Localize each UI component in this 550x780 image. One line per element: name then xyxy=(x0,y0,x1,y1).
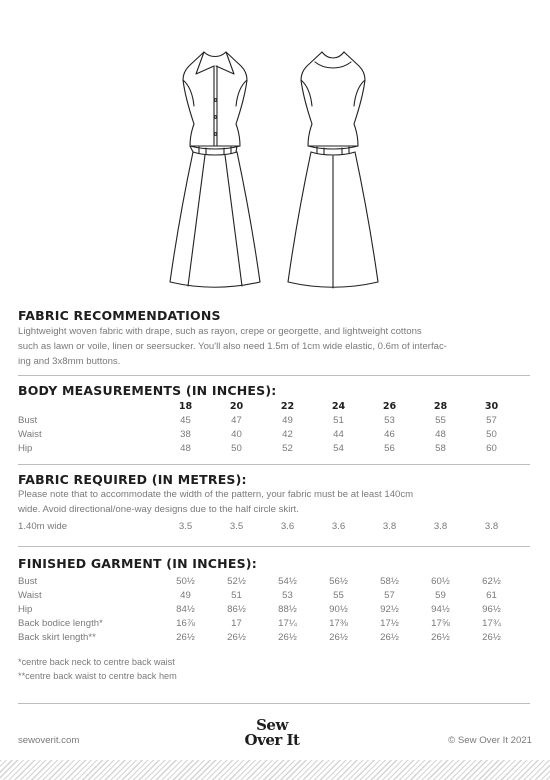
table-cell: 16⅞ xyxy=(176,618,195,629)
table-cell: 54½ xyxy=(278,576,297,587)
row-label: Waist xyxy=(18,590,42,601)
table-cell: 54 xyxy=(333,443,344,454)
finished-garment-title: FINISHED GARMENT (IN INCHES): xyxy=(18,556,257,571)
table-cell: 53 xyxy=(282,590,293,601)
row-label: Hip xyxy=(18,604,33,615)
divider xyxy=(18,375,530,376)
fabric-required-line-1: Please note that to accommodate the width of the pattern, your fabric must be at least 140cm xyxy=(18,489,414,500)
table-cell: 45 xyxy=(180,415,191,426)
fabric-recommendations-line-3: ing and 3x8mm buttons. xyxy=(18,356,121,367)
fabric-recommendations-line-1: Lightweight woven fabric with drape, such as rayon, crepe or georgette, and lightweight cottons xyxy=(18,326,422,337)
table-row xyxy=(18,428,517,442)
brand-logo xyxy=(242,718,302,748)
row-label: 1.40m wide xyxy=(18,521,68,532)
dress-back-view xyxy=(288,52,378,288)
table-cell: 46 xyxy=(384,429,395,440)
table-cell: 60½ xyxy=(431,576,450,587)
table-cell: 26½ xyxy=(329,632,348,643)
table-cell: 26½ xyxy=(176,632,195,643)
footnote-back-skirt: **centre back waist to centre back hem xyxy=(18,671,177,681)
table-cell: 86½ xyxy=(227,604,246,615)
table-row xyxy=(18,442,517,456)
size-header: 30 xyxy=(484,401,499,412)
table-cell: 3.6 xyxy=(331,521,346,532)
fabric-required-line-2: wide. Avoid directional/one-way designs due to the half circle skirt. xyxy=(18,504,299,515)
table-cell: 17⅜ xyxy=(329,618,348,629)
table-cell: 92½ xyxy=(380,604,399,615)
row-label: Waist xyxy=(18,429,42,440)
table-cell: 62½ xyxy=(482,576,501,587)
size-header: 24 xyxy=(331,401,346,412)
table-cell: 53 xyxy=(384,415,395,426)
table-cell: 50½ xyxy=(176,576,195,587)
size-header-row xyxy=(18,400,517,414)
table-cell: 61 xyxy=(486,590,497,601)
table-row xyxy=(18,617,517,631)
fabric-required-table xyxy=(18,520,517,534)
row-label: Back skirt length** xyxy=(18,632,96,643)
size-header: 26 xyxy=(382,401,397,412)
row-label: Bust xyxy=(18,415,38,426)
hatched-bottom-border xyxy=(0,760,550,780)
table-cell: 58½ xyxy=(380,576,399,587)
table-cell: 3.8 xyxy=(382,521,397,532)
table-cell: 47 xyxy=(231,415,242,426)
size-header: 20 xyxy=(229,401,244,412)
divider xyxy=(18,464,530,465)
table-cell: 17 xyxy=(231,618,242,629)
table-cell: 56 xyxy=(384,443,395,454)
table-cell: 52½ xyxy=(227,576,246,587)
table-cell: 49 xyxy=(180,590,191,601)
table-cell: 17¼ xyxy=(278,618,297,629)
table-row xyxy=(18,589,517,603)
footnote-back-bodice: *centre back neck to centre back waist xyxy=(18,657,175,667)
fabric-required-text xyxy=(18,487,530,517)
divider xyxy=(18,703,530,704)
table-row xyxy=(18,414,517,428)
table-row xyxy=(18,631,517,645)
table-cell: 84½ xyxy=(176,604,195,615)
table-cell: 96½ xyxy=(482,604,501,615)
table-row xyxy=(18,520,517,534)
table-cell: 52 xyxy=(282,443,293,454)
table-cell: 48 xyxy=(435,429,446,440)
fabric-recommendations-title: FABRIC RECOMMENDATIONS xyxy=(18,308,221,323)
table-cell: 51 xyxy=(231,590,242,601)
table-cell: 48 xyxy=(180,443,191,454)
row-label: Hip xyxy=(18,443,33,454)
size-header: 18 xyxy=(178,401,193,412)
table-cell: 17⅝ xyxy=(431,618,450,629)
table-cell: 49 xyxy=(282,415,293,426)
row-label: Back bodice length* xyxy=(18,618,103,629)
logo-line-1: Sew xyxy=(256,716,288,734)
table-cell: 90½ xyxy=(329,604,348,615)
table-cell: 50 xyxy=(231,443,242,454)
table-cell: 59 xyxy=(435,590,446,601)
table-cell: 51 xyxy=(333,415,344,426)
table-cell: 26½ xyxy=(227,632,246,643)
table-cell: 17¾ xyxy=(482,618,501,629)
size-header: 22 xyxy=(280,401,295,412)
size-header-empty xyxy=(18,400,160,414)
table-cell: 60 xyxy=(486,443,497,454)
table-cell: 26½ xyxy=(482,632,501,643)
table-cell: 56½ xyxy=(329,576,348,587)
table-cell: 26½ xyxy=(431,632,450,643)
website-link[interactable]: sewoverit.com xyxy=(18,735,80,746)
body-measurements-title: BODY MEASUREMENTS (IN INCHES): xyxy=(18,383,277,398)
size-header: 28 xyxy=(433,401,448,412)
table-cell: 42 xyxy=(282,429,293,440)
table-cell: 26½ xyxy=(380,632,399,643)
table-cell: 3.6 xyxy=(280,521,295,532)
table-cell: 38 xyxy=(180,429,191,440)
table-cell: 44 xyxy=(333,429,344,440)
table-cell: 55 xyxy=(333,590,344,601)
table-cell: 94½ xyxy=(431,604,450,615)
row-label: Bust xyxy=(18,576,38,587)
table-cell: 17½ xyxy=(380,618,399,629)
table-cell: 26½ xyxy=(278,632,297,643)
dress-illustrations xyxy=(0,0,550,302)
dress-front-view xyxy=(170,52,260,287)
table-cell: 57 xyxy=(384,590,395,601)
table-cell: 88½ xyxy=(278,604,297,615)
table-row xyxy=(18,575,517,589)
divider xyxy=(18,546,530,547)
table-cell: 58 xyxy=(435,443,446,454)
copyright-text: © Sew Over It 2021 xyxy=(448,735,532,746)
finished-garment-table xyxy=(18,575,517,645)
table-cell: 55 xyxy=(435,415,446,426)
table-cell: 3.8 xyxy=(484,521,499,532)
fabric-recommendations-line-2: such as lawn or voile, linen or seersucker. You'll also need 1.5m of 1cm wide elastic, 0.6m of interfac- xyxy=(18,341,447,352)
table-cell: 3.5 xyxy=(229,521,244,532)
table-cell: 50 xyxy=(486,429,497,440)
table-cell: 40 xyxy=(231,429,242,440)
table-cell: 3.5 xyxy=(178,521,193,532)
logo-line-2: Over It xyxy=(244,731,300,749)
body-measurements-table xyxy=(18,400,517,456)
fabric-required-title: FABRIC REQUIRED (IN METRES): xyxy=(18,472,247,487)
table-cell: 3.8 xyxy=(433,521,448,532)
table-cell: 57 xyxy=(486,415,497,426)
table-row xyxy=(18,603,517,617)
fabric-recommendations-text xyxy=(18,324,530,369)
